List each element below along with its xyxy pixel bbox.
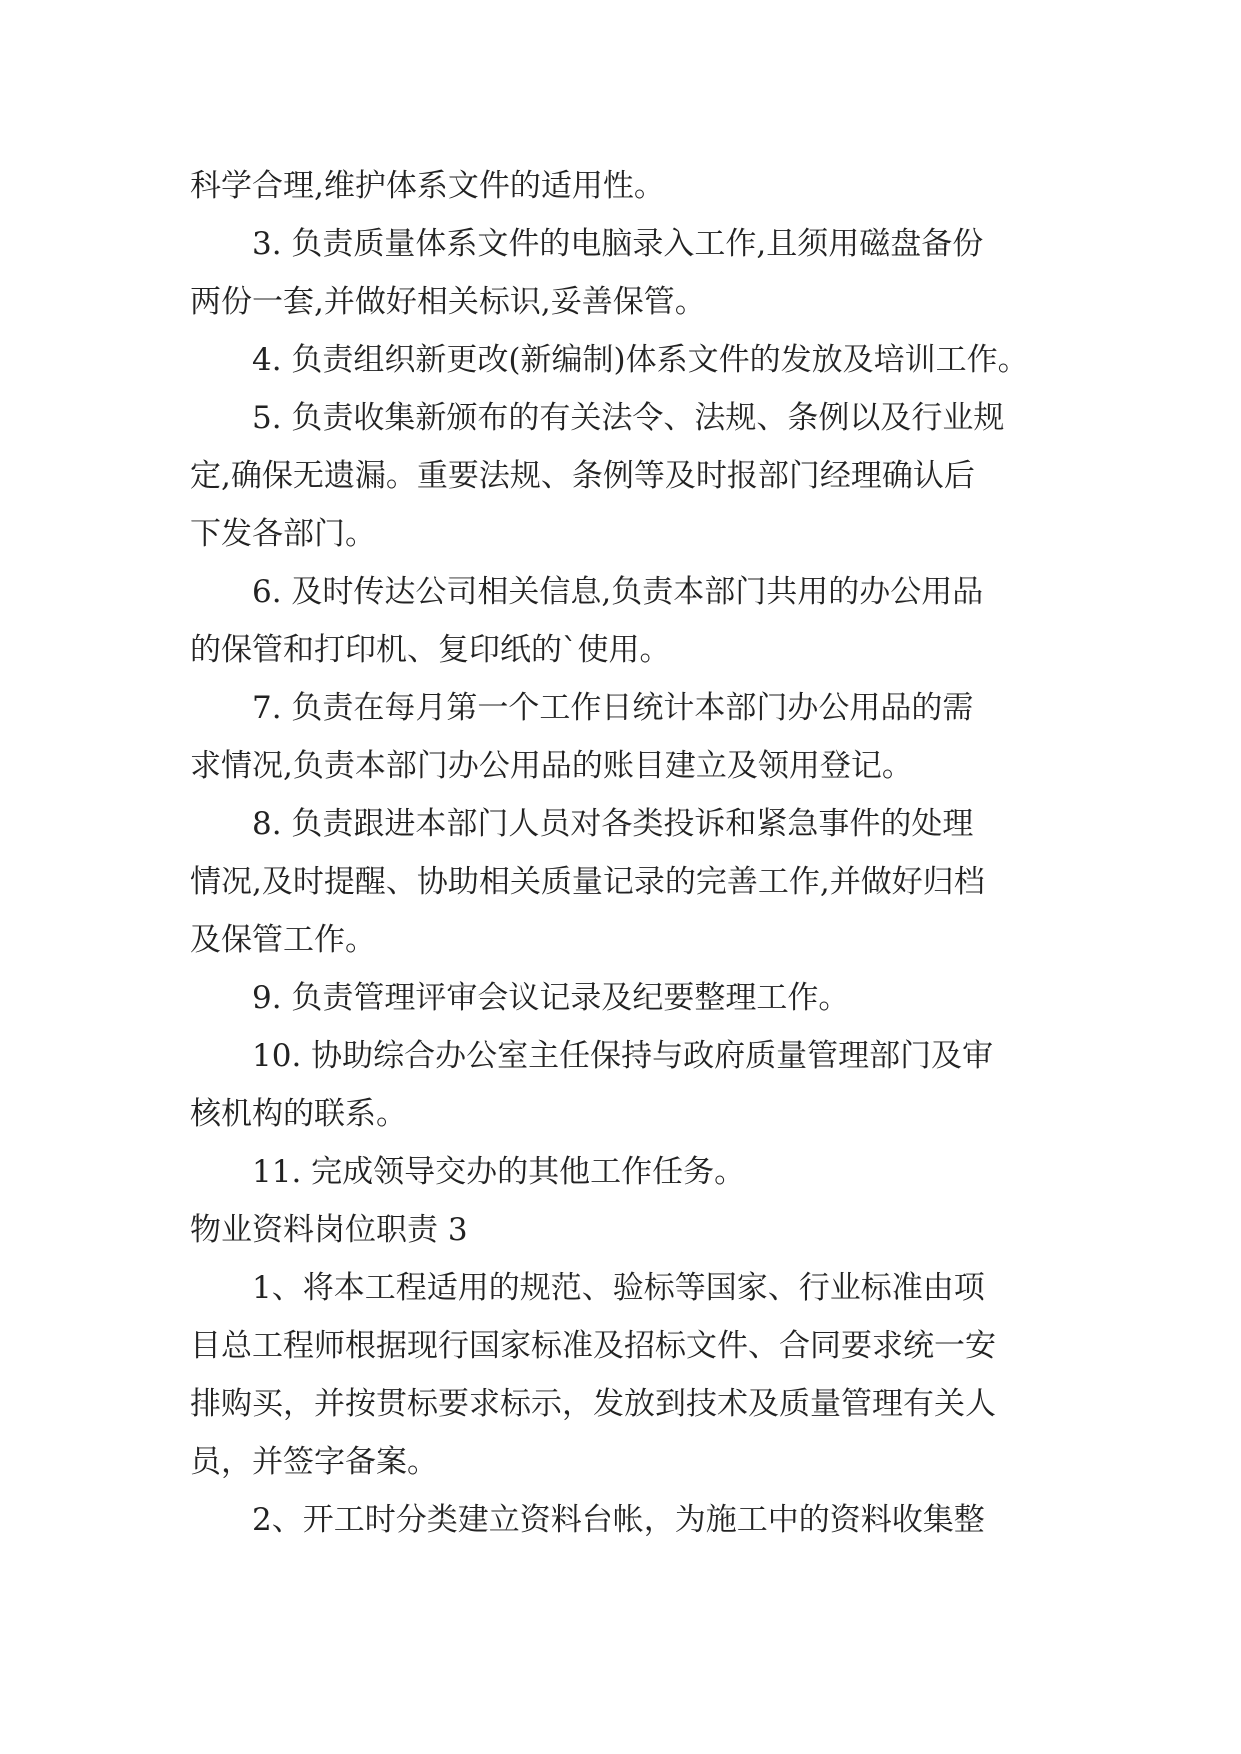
- text-line: 的保管和打印机、复印纸的`使用。: [190, 632, 671, 668]
- section-heading: 物业资料岗位职责 3: [190, 1212, 468, 1248]
- text-line: 核机构的联系。: [190, 1096, 407, 1132]
- text-line: 员，并签字备案。: [190, 1444, 438, 1480]
- text-line: 4. 负责组织新更改(新编制)体系文件的发放及培训工作。: [252, 342, 1029, 378]
- text-line: 科学合理,维护体系文件的适用性。: [190, 168, 665, 204]
- text-line: 情况,及时提醒、协助相关质量记录的完善工作,并做好归档: [190, 864, 985, 900]
- text-line: 及保管工作。: [190, 922, 376, 958]
- text-line: 5. 负责收集新颁布的有关法令、法规、条例以及行业规: [252, 400, 1005, 436]
- text-line: 排购买，并按贯标要求标示，发放到技术及质量管理有关人: [190, 1386, 996, 1422]
- text-line: 下发各部门。: [190, 516, 376, 552]
- text-line: 8. 负责跟进本部门人员对各类投诉和紧急事件的处理: [252, 806, 974, 842]
- text-line: 1、将本工程适用的规范、验标等国家、行业标准由项: [252, 1270, 985, 1306]
- text-line: 9. 负责管理评审会议记录及纪要整理工作。: [252, 980, 850, 1016]
- text-line: 2、开工时分类建立资料台帐，为施工中的资料收集整: [252, 1502, 985, 1538]
- text-line: 3. 负责质量体系文件的电脑录入工作,且须用磁盘备份: [252, 226, 984, 262]
- text-line: 11. 完成领导交办的其他工作任务。: [252, 1154, 746, 1190]
- text-line: 6. 及时传达公司相关信息,负责本部门共用的办公用品: [252, 574, 984, 610]
- text-line: 7. 负责在每月第一个工作日统计本部门办公用品的需: [252, 690, 974, 726]
- document-body: [190, 157, 1050, 1549]
- text-line: 求情况,负责本部门办公用品的账目建立及领用登记。: [190, 748, 913, 784]
- text-line: 10. 协助综合办公室主任保持与政府质量管理部门及审: [252, 1038, 994, 1074]
- text-line: 目总工程师根据现行国家标准及招标文件、合同要求统一安: [190, 1328, 996, 1364]
- text-line: 定,确保无遗漏。重要法规、条例等及时报部门经理确认后: [190, 458, 975, 494]
- text-line: 两份一套,并做好相关标识,妥善保管。: [190, 284, 706, 320]
